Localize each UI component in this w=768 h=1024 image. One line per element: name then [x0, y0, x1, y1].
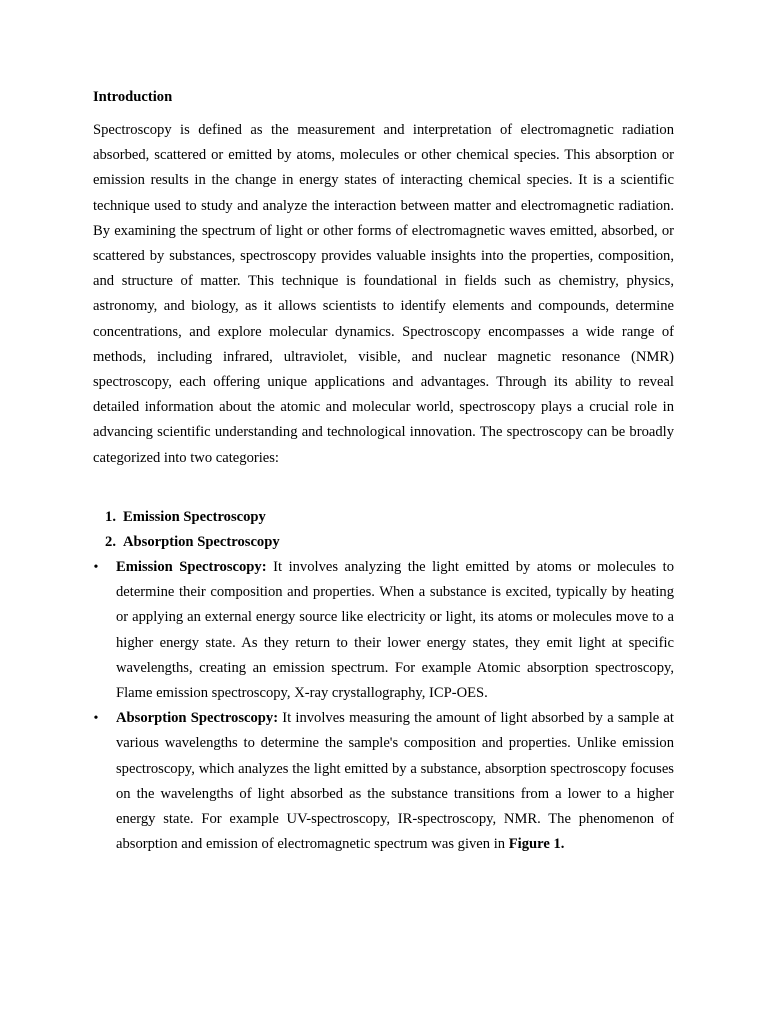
- intro-paragraph: Spectroscopy is defined as the measurement and interpretation of electromagnetic radiation absorbed, scattered or emitted by atoms, molecules or other chemical species. This absorption or emission results in the change in energy states of interacting chemical species. It is a scientific technique used to study and analyze the interaction between matter and electromagnetic radiation. By examining the spectrum of light or other forms of electromagnetic waves emitted, absorbed, or scattered by substances, spectroscopy provides valuable insights into the properties, composition, and structure of matter. This technique is foundational in fields such as chemistry, physics, astronomy, and biology, as it allows scientists to identify elements and compounds, determine concentrations, and explore molecular dynamics. Spectroscopy encompasses a wide range of methods, including infrared, ultraviolet, visible, and nuclear magnetic resonance (NMR) spectroscopy, each offering unique applications and advantages. Through its ability to reveal detailed information about the atomic and molecular world, spectroscopy plays a crucial role in advancing scientific understanding and technological innovation. The spectroscopy can be broadly categorized into two categories:: [93, 122, 674, 466]
- bullet-icon: •: [93, 711, 99, 727]
- bullet-term: Emission Spectroscopy:: [116, 559, 267, 575]
- bullet-item-emission: [93, 555, 674, 706]
- bullet-text: It involves analyzing the light emitted by atoms or molecules to determine their composition and properties. When a substance is excited, typically by heating or applying an external energy source like electricity or light, its atoms or molecules move to a higher energy state. As they return to their lower energy states, they emit light at specific wavelengths, creating an emission spectrum. For example Atomic absorption spectroscopy, Flame emission spectroscopy, X-ray crystallography, ICP-OES.: [116, 559, 674, 702]
- list-item-text: Absorption Spectroscopy: [123, 534, 280, 551]
- list-number: 2.: [105, 534, 116, 551]
- numbered-list-item: [93, 530, 674, 555]
- bullet-icon: •: [93, 560, 99, 575]
- bullet-item-absorption: [93, 706, 674, 857]
- section-heading: Introduction: [93, 89, 173, 105]
- bullet-list: [93, 555, 674, 857]
- figure-reference: Figure 1.: [508, 836, 565, 853]
- bullet-text: It involves measuring the amount of light absorbed by a sample at various wavelengths to determine the sample's composition and properties. Unlike emission spectroscopy, which analyzes the light emitted by a substance, absorption spectroscopy focuses on the wavelengths of light absorbed as the substance transitions from a lower to a higher energy state. For example UV-spectroscopy, IR-spectroscopy, NMR. The phenomenon of absorption and emission of electromagnetic spectrum was given in: [116, 710, 674, 853]
- numbered-list-item: [93, 505, 674, 530]
- bullet-term: Absorption Spectroscopy:: [116, 710, 279, 727]
- list-item-text: Emission Spectroscopy: [123, 509, 266, 525]
- list-number: 1.: [105, 509, 116, 525]
- numbered-list: [93, 505, 674, 555]
